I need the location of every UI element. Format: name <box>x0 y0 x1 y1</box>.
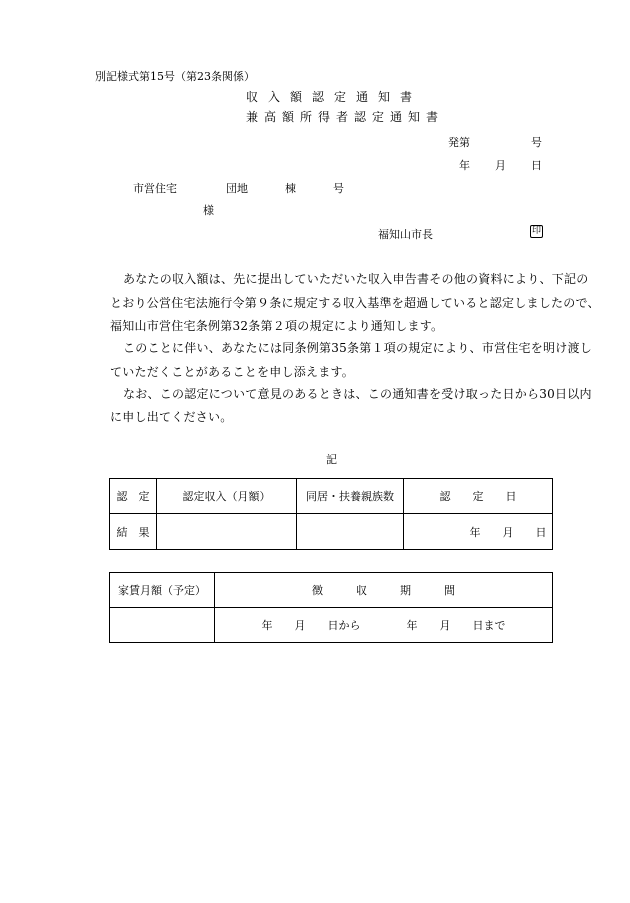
col-family-header: 同居・扶養親族数 <box>297 479 404 514</box>
paragraph-line-2: とおり公営住宅法施行令第９条に規定する収入基準を超過していると認定しましたので、 <box>110 296 600 310</box>
to-year: 年 <box>406 619 418 632</box>
form-header: 別記様式第15号（第23条関係） <box>95 70 255 83</box>
rent-value-cell <box>110 608 215 643</box>
cert-day: 日 <box>535 525 547 539</box>
title-line-1: 収入額認定通知書 <box>246 90 423 104</box>
address-number: 号 <box>333 182 344 195</box>
paragraph-line-5: ていただくことがあることを申し添えます。 <box>110 365 355 379</box>
issue-number-prefix: 発第 <box>448 136 470 149</box>
address-building: 棟 <box>285 182 296 195</box>
row-label-result: 結 果 <box>110 514 157 550</box>
paragraph-line-3: 福知山市営住宅条例第32条第２項の規定により通知します。 <box>110 319 444 333</box>
date-day: 日 <box>531 159 542 172</box>
date-year: 年 <box>459 159 470 172</box>
income-value-cell <box>157 514 297 550</box>
date-month: 月 <box>495 159 506 172</box>
mayor-name: 福知山市長 <box>378 228 433 241</box>
from-day: 日から <box>327 619 361 632</box>
date-value-cell <box>404 514 553 550</box>
address-danchi: 団地 <box>226 182 248 195</box>
col-income-header: 認定収入（月額） <box>157 479 297 514</box>
paragraph-line-1: あなたの収入額は、先に提出していただいた収入申告書その他の資料により、下記の <box>123 272 589 286</box>
paragraph-line-6: なお、この認定について意見のあるときは、この通知書を受け取った日から30日以内 <box>123 387 592 401</box>
from-month: 月 <box>294 619 306 632</box>
col-date-header: 認 定 日 <box>404 479 553 514</box>
col-period-header: 徴 収 期 間 <box>215 573 553 608</box>
cert-year: 年 <box>469 525 481 539</box>
from-year: 年 <box>261 619 273 632</box>
title-line-2: 兼高額所得者認定通知書 <box>246 110 445 124</box>
row-label-certification: 認 定 <box>110 479 157 514</box>
col-rent-header: 家賃月額（予定） <box>110 573 215 608</box>
period-value-cell <box>215 608 553 643</box>
ki-label: 記 <box>326 453 337 466</box>
address-house: 市営住宅 <box>133 182 177 195</box>
to-day: 日まで <box>472 619 506 632</box>
paragraph-line-4: このことに伴い、あなたには同条例第35条第１項の規定により、市営住宅を明け渡し <box>123 341 593 355</box>
recipient-sama: 様 <box>203 204 214 217</box>
cert-month: 月 <box>502 525 514 539</box>
family-value-cell <box>297 514 404 550</box>
to-month: 月 <box>439 619 451 632</box>
certification-table <box>109 478 553 550</box>
seal-stamp: 印 <box>531 226 541 236</box>
issue-number-suffix: 号 <box>531 136 542 149</box>
rent-table <box>109 572 553 643</box>
paragraph-line-7: に申し出てください。 <box>110 410 233 424</box>
